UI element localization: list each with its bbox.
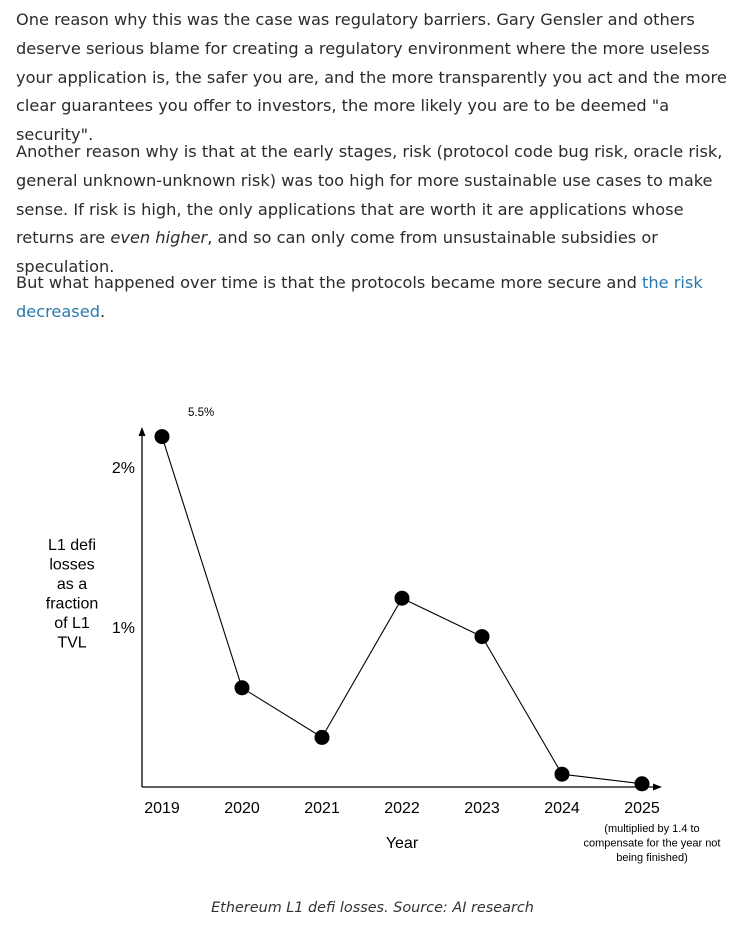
x-tick-label: 2022: [384, 800, 420, 817]
risk-decreased-link[interactable]: the risk decreased: [16, 273, 703, 321]
y-axis-label-line: of L1: [54, 615, 90, 632]
data-point-2021: [315, 730, 330, 745]
paragraph-risk-emphasis: even higher: [110, 228, 208, 248]
y-axis-label: [46, 537, 98, 652]
x-tick-label: 2019: [144, 800, 180, 817]
y-axis-label-line: L1 defi: [47, 537, 97, 554]
note-2025-line: (multiplied by 1.4 to: [604, 823, 700, 835]
y-axis-label-line: losses: [49, 556, 95, 574]
data-point-2025: [635, 776, 650, 791]
data-point-2020: [235, 680, 250, 695]
data-point-2022: [395, 591, 410, 606]
data-point-2023: [475, 629, 490, 644]
x-tick-label: 2020: [224, 800, 260, 817]
paragraph-risk-text-end: , and so can only come from unsustainable subsidies or speculation.: [16, 228, 658, 277]
x-axis-label: Year: [385, 835, 419, 852]
y-tick-label: 1%: [111, 620, 135, 637]
paragraph-regulatory: One reason why this was the case was regulatory barriers. Gary Gensler and others deserve serious blame for creating a regulatory environment where the more useless your application is, the safer you are, and the more transparently you act and the more clear guarantees you offer to investors, the more likely you are to be deemed "a security".: [16, 10, 727, 145]
paragraph-risk-text: Another reason why is that at the early stages, risk (protocol code bug risk, oracle risk, general unknown-unknown risk) was too high for more sustainable use cases to make sense. If risk is high, the only applications that are worth it are applications whose returns are: [16, 142, 723, 248]
x-axis-arrow: [653, 784, 662, 791]
paragraph-over-time-end: .: [99, 301, 106, 321]
data-point-2024: [555, 767, 570, 782]
note-2025: [584, 823, 721, 864]
y-tick-label: 2%: [111, 460, 135, 477]
note-2025-line: being finished): [616, 852, 688, 864]
y-axis-label-line: fraction: [45, 595, 99, 613]
x-tick-label: 2021: [304, 800, 340, 817]
clipped-value-label: 5.5%: [188, 407, 215, 419]
paragraph-over-time-text: But what happened over time is that the protocols became more secure and: [16, 273, 643, 292]
x-tick-label: 2023: [464, 800, 500, 817]
figure-caption: Ethereum L1 defi losses. Source: AI research: [211, 900, 534, 916]
y-axis-arrow: [139, 427, 146, 436]
series-line: [162, 437, 642, 784]
x-tick-label: 2024: [544, 800, 580, 817]
y-axis-label-line: TVL: [57, 634, 87, 652]
data-point-2019: [155, 429, 170, 444]
x-tick-label: 2025: [624, 800, 660, 817]
y-axis-label-line: as a: [56, 576, 88, 593]
note-2025-line: compensate for the year not: [583, 837, 721, 850]
